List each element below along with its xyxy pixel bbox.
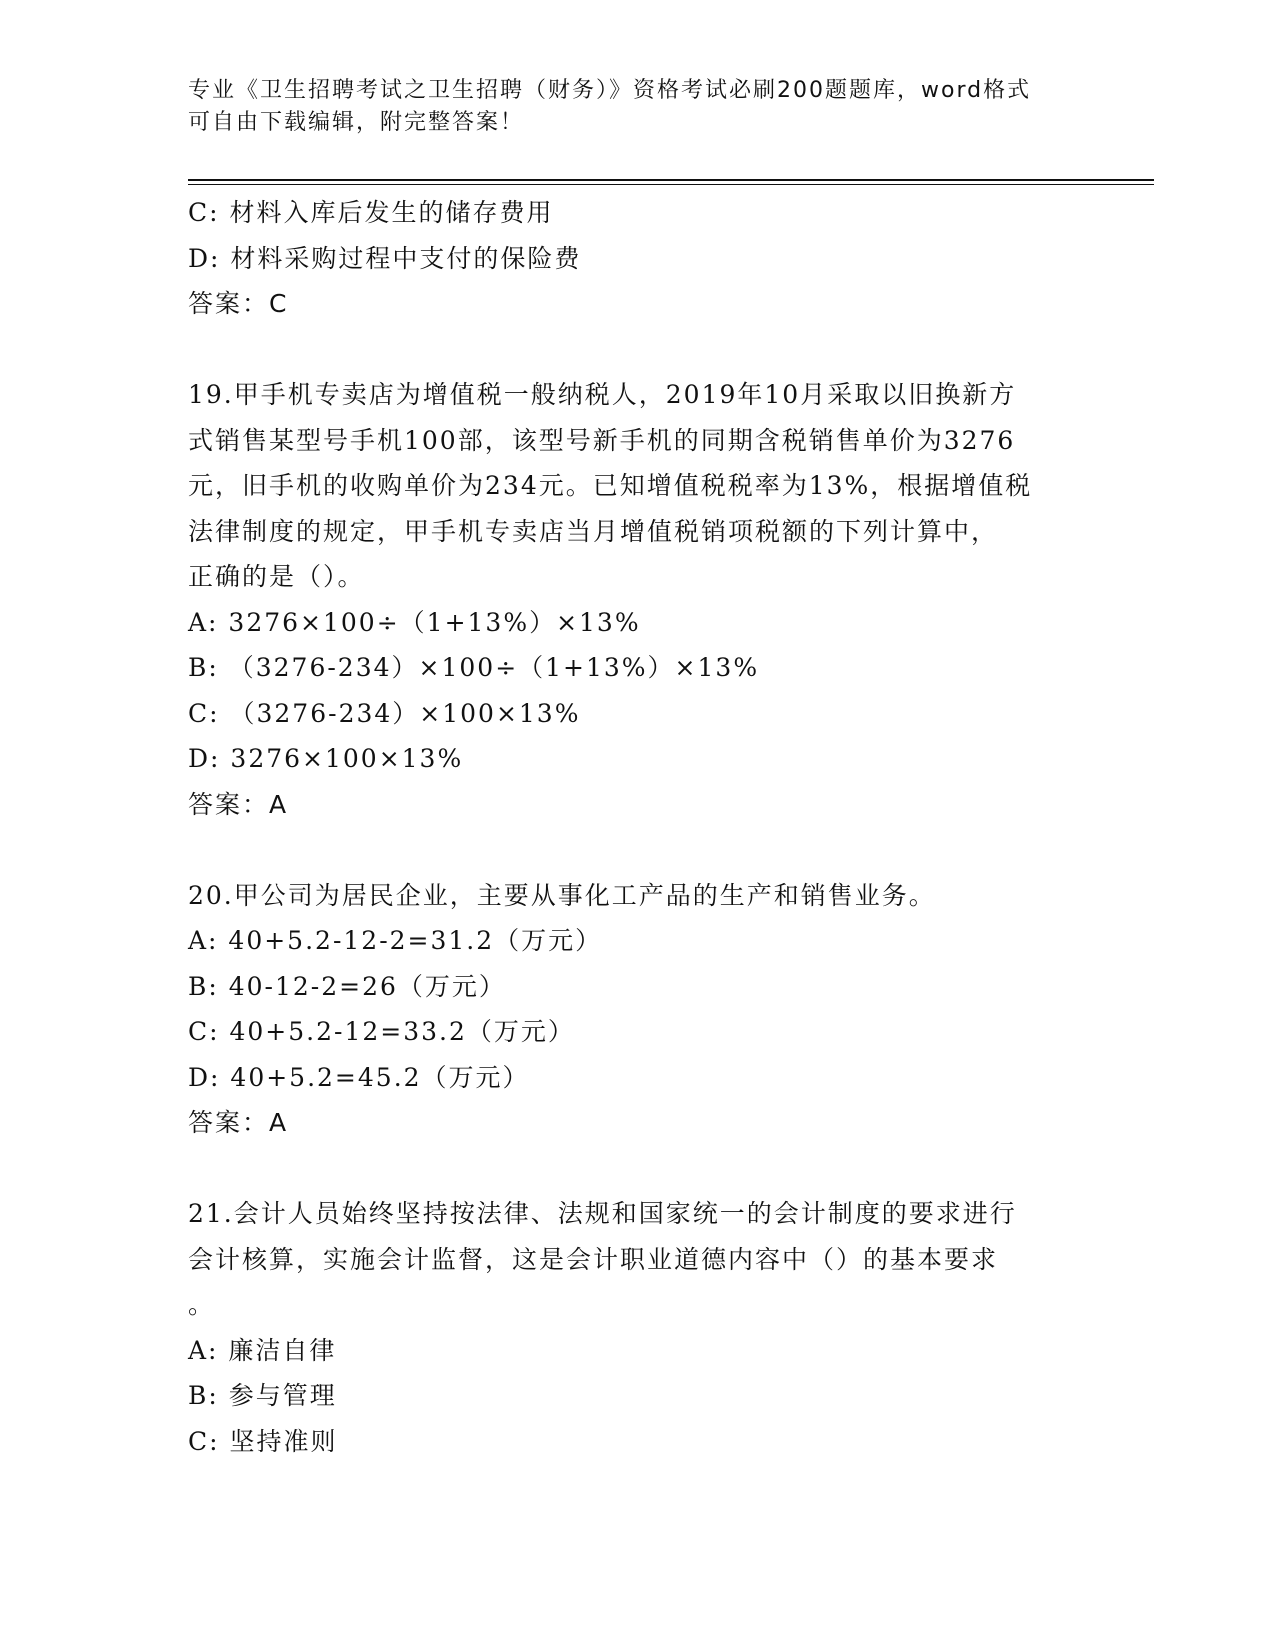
spacer <box>188 327 1088 373</box>
question-stem-line: 20.甲公司为居民企业，主要从事化工产品的生产和销售业务。 <box>188 880 936 910</box>
question-stem-line: 元，旧手机的收购单价为234元。已知增值税税率为13%，根据增值税 <box>188 471 1033 500</box>
question-stem-line: 会计核算，实施会计监督，这是会计职业道德内容中（）的基本要求 <box>188 1244 999 1274</box>
question-stem-line: 19.甲手机专卖店为增值税一般纳税人，2019年10月采取以旧换新方 <box>188 380 1017 409</box>
header-line-1: 专业《卫生招聘考试之卫生招聘（财务）》资格考试必刷200题题库，word格式 <box>188 78 1032 103</box>
header-rule-thin <box>188 184 1154 185</box>
spacer <box>188 1146 1088 1192</box>
option-c: C: （3276-234）×100×13% <box>188 698 581 728</box>
question-stem-line: 正确的是（）。 <box>188 562 365 591</box>
option-c: C: 40+5.2-12=33.2（万元） <box>188 1017 575 1046</box>
option-d: D: 材料采购过程中支付的保险费 <box>188 243 582 273</box>
option-d: D: 3276×100×13% <box>188 744 464 773</box>
question-20 <box>188 873 1088 1146</box>
answer-label: 答案：C <box>188 289 289 318</box>
question-stem-line: 21.会计人员始终坚持按法律、法规和国家统一的会计制度的要求进行 <box>188 1199 1017 1228</box>
option-a: A: 廉洁自律 <box>188 1335 337 1365</box>
question-21 <box>188 1191 1088 1464</box>
answer-label: 答案：A <box>188 789 289 819</box>
spacer <box>188 827 1088 873</box>
option-d: D: 40+5.2=45.2（万元） <box>188 1062 530 1092</box>
question-stem-line: 法律制度的规定，甲手机专卖店当月增值税销项税额的下列计算中， <box>188 516 999 546</box>
option-c: C: 坚持准则 <box>188 1426 338 1456</box>
question-stem-line: 。 <box>188 1290 216 1319</box>
header-line-2: 可自由下载编辑，附完整答案！ <box>188 110 525 135</box>
option-b: B: 40-12-2=26（万元） <box>188 971 506 1001</box>
option-c: C: 材料入库后发生的储存费用 <box>188 198 554 227</box>
option-a: A: 40+5.2-12-2=31.2（万元） <box>188 926 603 955</box>
option-b: B: （3276-234）×100÷（1+13%）×13% <box>188 653 760 682</box>
question-content <box>188 190 1088 1464</box>
question-18-tail <box>188 190 1088 327</box>
header-rule-thick <box>188 179 1154 181</box>
document-header <box>188 75 1068 139</box>
answer-label: 答案：A <box>188 1108 289 1137</box>
question-19 <box>188 372 1088 827</box>
option-a: A: 3276×100÷（1+13%）×13% <box>188 607 641 637</box>
question-stem-line: 式销售某型号手机100部，该型号新手机的同期含税销售单价为3276 <box>188 425 1016 455</box>
option-b: B: 参与管理 <box>188 1381 337 1410</box>
